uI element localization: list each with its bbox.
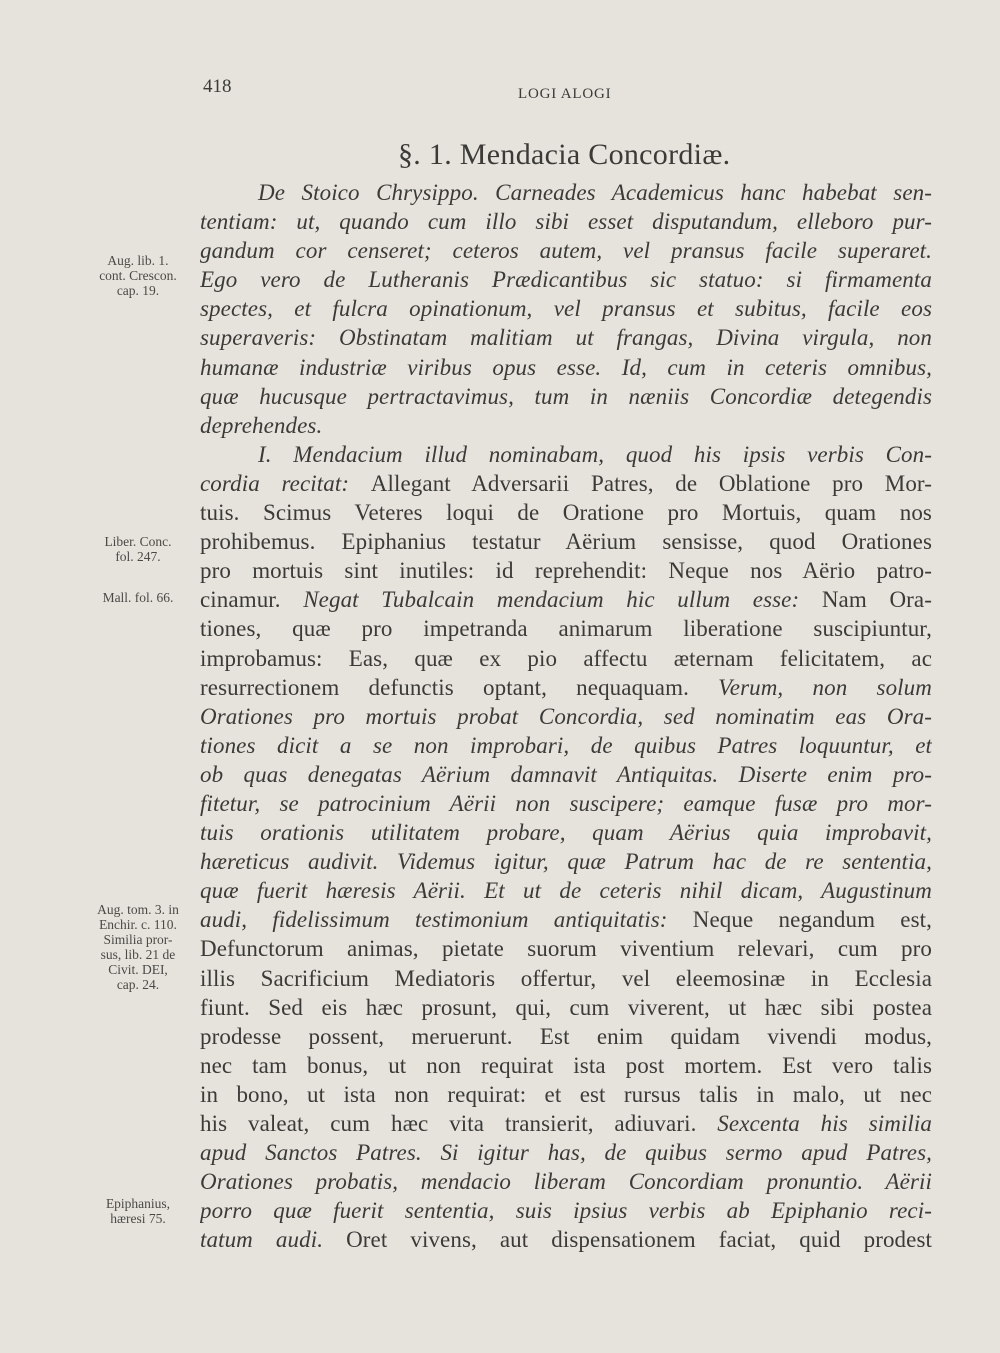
text-line	[200, 382, 932, 411]
italic-run: humanæ industriæ viribus opus esse. Id, cum in ceteris omnibus,	[200, 354, 932, 380]
italic-run: tiones dicit a se non improbari, de quibus Patres loquuntur, et	[200, 732, 932, 758]
roman-run: pro mortuis sint inutiles: id reprehendit: Neque nos Aërio patro-	[200, 558, 932, 584]
italic-run: Orationes pro mortuis probat Concordia, sed nominatim eas Ora-	[200, 703, 932, 729]
text-line	[200, 1080, 932, 1109]
margin-note-augustine-crescon: Aug. lib. 1. cont. Crescon. cap. 19.	[99, 253, 177, 298]
text-line	[200, 702, 932, 731]
italic-run: Orationes probatis, mendacio liberam Concordiam pronuntio. Aërii	[200, 1169, 932, 1195]
text-line	[200, 934, 932, 963]
italic-run: Ego vero de Lutheranis Prædicantibus sic statuo: si firmamenta	[200, 267, 932, 293]
text-line	[200, 614, 932, 643]
text-line	[200, 731, 932, 760]
roman-run: nec tam bonus, ut non requirat ista post mortem. Est vero talis	[200, 1052, 932, 1078]
roman-run: tuis. Scimus Veteres loqui de Oratione pro Mortuis, quam nos	[200, 500, 932, 526]
text-line	[200, 818, 932, 847]
roman-run: prodesse possent, meruerunt. Est enim quidam vivendi modus,	[200, 1023, 932, 1049]
text-line	[200, 236, 932, 265]
roman-run: Defunctorum animas, pietate suorum viventium relevari, cum pro	[200, 936, 932, 962]
text-line	[200, 265, 932, 294]
italic-run: tatum audi.	[200, 1227, 347, 1253]
roman-run: prohibemus. Epiphanius testatur Aërium sensisse, quod Orationes	[200, 529, 932, 555]
text-line	[200, 760, 932, 789]
text-line	[200, 1138, 932, 1167]
italic-run: audi, fidelissimum testimonium antiquitatis:	[200, 907, 693, 933]
italic-run: fitetur, se patrocinium Aërii non suscipere; eamque fusæ pro mor-	[200, 790, 932, 816]
text-line	[200, 178, 932, 207]
roman-run: cinamur.	[200, 587, 304, 613]
text-line	[200, 905, 932, 934]
running-title: LOGI ALOGI	[518, 86, 612, 102]
margin-note-epiphanius: Epiphanius, hæresi 75.	[105, 1196, 171, 1226]
italic-run: quæ hucusque pertractavimus, tum in næniis Concordiæ detegendis	[200, 383, 932, 409]
text-line	[200, 469, 932, 498]
margin-note-mall: Mall. fol. 66.	[102, 590, 174, 605]
italic-run: I. Mendacium illud nominabam, quod his ipsis verbis Con-	[258, 441, 932, 467]
text-line	[200, 294, 932, 323]
roman-run: Nam Ora-	[821, 587, 932, 613]
text-line	[200, 1022, 932, 1051]
text-line	[200, 1225, 932, 1254]
roman-run: resurrectionem defunctis optant, nequaquam.	[200, 674, 719, 700]
text-line	[200, 323, 932, 352]
text-line	[200, 964, 932, 993]
italic-run: deprehendes.	[200, 412, 323, 438]
text-line	[200, 673, 932, 702]
text-line	[200, 993, 932, 1022]
italic-run: Negat Tubalcain mendacium hic ullum esse:	[303, 587, 822, 613]
roman-run: tiones, quæ pro impetranda animarum liberatione suscipiuntur,	[200, 616, 932, 642]
italic-run: tentiam: ut, quando cum illo sibi esset disputandum, elleboro pur-	[200, 209, 932, 235]
text-line	[200, 556, 932, 585]
italic-run: porro quæ fuerit sententia, suis ipsius verbis ab Epiphanio reci-	[200, 1198, 932, 1224]
italic-run: Sexcenta his similia	[717, 1111, 932, 1136]
text-line	[200, 207, 932, 236]
text-line	[200, 498, 932, 527]
roman-run: his valeat, cum hæc vita transierit, adiuvari.	[200, 1111, 718, 1136]
text-line	[200, 1167, 932, 1196]
italic-run: spectes, et fulcra opinationum, vel pransus et subitus, facile eos	[200, 296, 932, 322]
italic-run: ob quas denegatas Aërium damnavit Antiquitas. Diserte enim pro-	[200, 761, 932, 787]
roman-run: Allegant Adversarii Patres, de Oblatione pro Mor-	[370, 470, 932, 496]
roman-run: Neque negandum est,	[692, 907, 932, 933]
text-line	[200, 644, 932, 673]
text-line	[200, 1109, 932, 1138]
text-line	[200, 527, 932, 556]
text-line	[200, 789, 932, 818]
italic-run: cordia recitat:	[200, 470, 371, 496]
text-line	[200, 440, 932, 469]
body-text	[200, 178, 932, 1254]
roman-run: illis Sacrificium Mediatoris offertur, vel eleemosinæ in Ecclesia	[200, 965, 932, 991]
roman-run: improbamus: Eas, quæ ex pio affectu æternam felicitatem, ac	[200, 645, 932, 671]
roman-run: fiunt. Sed eis hæc prosunt, qui, cum viverent, ut hæc sibi postea	[200, 994, 932, 1020]
italic-run: tuis orationis utilitatem probare, quam Aërius quia improbavit,	[200, 820, 932, 846]
text-line	[200, 1051, 932, 1080]
text-line	[200, 353, 932, 382]
margin-note-augustine-enchiridion: Aug. tom. 3. in Enchir. c. 110. Similia pror- sus, lib. 21 de Civit. DEI, cap. 24.	[97, 902, 179, 992]
page-number: 418	[203, 76, 232, 97]
text-line	[200, 1196, 932, 1225]
italic-run: gandum cor censeret; ceteros autem, vel pransus facile superaret.	[200, 238, 932, 264]
roman-run: in bono, ut ista non requirat: et est rursus talis in malo, ut nec	[200, 1081, 932, 1107]
italic-run: De Stoico Chrysippo. Carneades Academicus hanc habebat sen-	[258, 180, 932, 205]
text-line	[200, 585, 932, 614]
text-line	[200, 847, 932, 876]
italic-run: hæreticus audivit. Videmus igitur, quæ Patrum hac de re sententia,	[200, 849, 932, 875]
text-line	[200, 876, 932, 905]
italic-run: apud Sanctos Patres. Si igitur has, de quibus sermo apud Patres,	[200, 1140, 932, 1166]
text-line	[200, 411, 932, 440]
section-heading: §. 1. Mendacia Concordiæ.	[398, 138, 731, 171]
italic-run: quæ fuerit hæresis Aërii. Et ut de ceteris nihil dicam, Augustinum	[200, 878, 932, 904]
italic-run: superaveris: Obstinatam malitiam ut frangas, Divina virgula, non	[200, 325, 932, 351]
roman-run: Oret vivens, aut dispensationem faciat, quid prodest	[346, 1227, 932, 1253]
italic-run: Verum, non solum	[718, 674, 932, 700]
margin-note-liber-concordiae: Liber. Conc. fol. 247.	[104, 534, 172, 564]
